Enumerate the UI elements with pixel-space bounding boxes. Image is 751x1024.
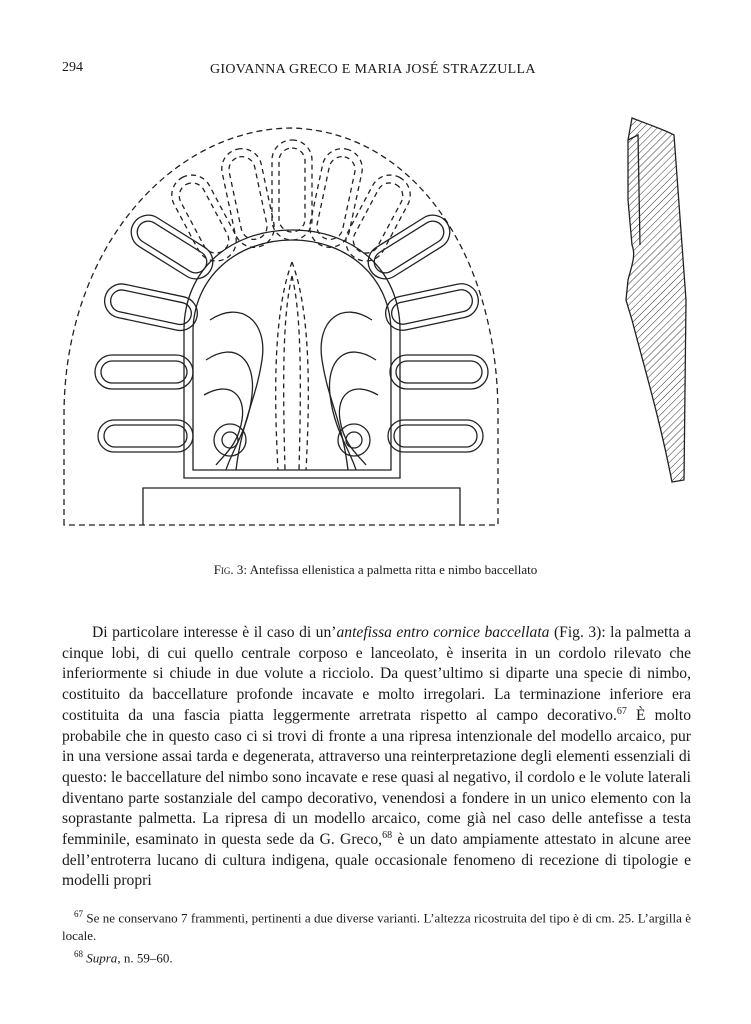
text-run: Di particolare interesse è il caso di un’ xyxy=(92,624,337,641)
outer-outline xyxy=(64,128,498,525)
text-run: (Fig. 3): la palmetta a cinque lobi, di cui quello centrale corposo e lanceolato, è inserita in un cordolo rilevato che inferiormente si chiude in due volute a ricciolo. Da quest’ultimo si diparte una specie di nimbo, costituito da baccellature profonde incavate e molto irregolari. La terminazione inferiore era costituita da una fascia piatta leggermente arretrata rispetto al campo decorativo. xyxy=(62,624,692,724)
figure-label: Fig. 3: xyxy=(213,562,248,577)
footnotes xyxy=(62,905,691,968)
emphasis-text: antefissa entro cornice baccellata xyxy=(336,624,550,641)
bottom-band xyxy=(143,488,460,525)
palmette-leaves xyxy=(204,312,378,470)
footnote-number: 68 xyxy=(74,949,83,960)
footnote-text: , n. 59–60. xyxy=(117,950,173,966)
footnote-number: 67 xyxy=(74,909,83,919)
footnote-emphasis: Supra xyxy=(83,950,118,966)
footnote-ref-68[interactable]: 68 xyxy=(382,829,393,841)
footnote-67 xyxy=(62,905,691,945)
page-number: 294 xyxy=(62,60,83,75)
text-run: È molto probabile che in questo caso ci si trovi di fronte a una ripresa intenzionale del modello arcaico, pur in una versione assai tarda e degenerata, attraverso una reinterpretazione degli elementi essenziali di questo: le baccellature del nimbo sono incavate e rese quasi al negativo, il cordolo e le volute laterali diventano parte sostanziale del campo decorativo, venendosi a fondere in un unico elemento con la soprastante palmetta. La ripresa di un modello arcaico, come già nel caso delle antefisse a testa femminile, esaminato in questa sede da G. Greco, xyxy=(62,706,692,849)
central-leaf xyxy=(276,262,309,470)
upper-dashed-lobes xyxy=(165,140,418,268)
body-paragraph xyxy=(62,623,691,892)
figure-caption-text: Antefissa ellenistica a palmetta ritta e nimbo baccellato xyxy=(249,562,538,577)
footnote-text: Se ne conservano 7 frammenti, pertinenti a due diverse varianti. L’altezza ricostruita del tipo è di cm. 25. L’argilla è locale. xyxy=(62,910,691,944)
footnote-ref-67[interactable]: 67 xyxy=(616,705,627,717)
text-run: è un dato ampiamente attestato in alcune aree dell’entroterra lucano di cultura indigena, quale occasionale fenomeno di recezione di tipologie e modelli propri xyxy=(62,831,691,890)
footnote-68 xyxy=(62,945,691,967)
nimbus-lobes xyxy=(95,209,488,452)
running-head: GIOVANNA GRECO E MARIA JOSÉ STRAZZULLA xyxy=(210,62,536,77)
figure-caption xyxy=(0,562,751,578)
section-profile xyxy=(626,118,686,482)
paragraph-1 xyxy=(62,623,691,892)
